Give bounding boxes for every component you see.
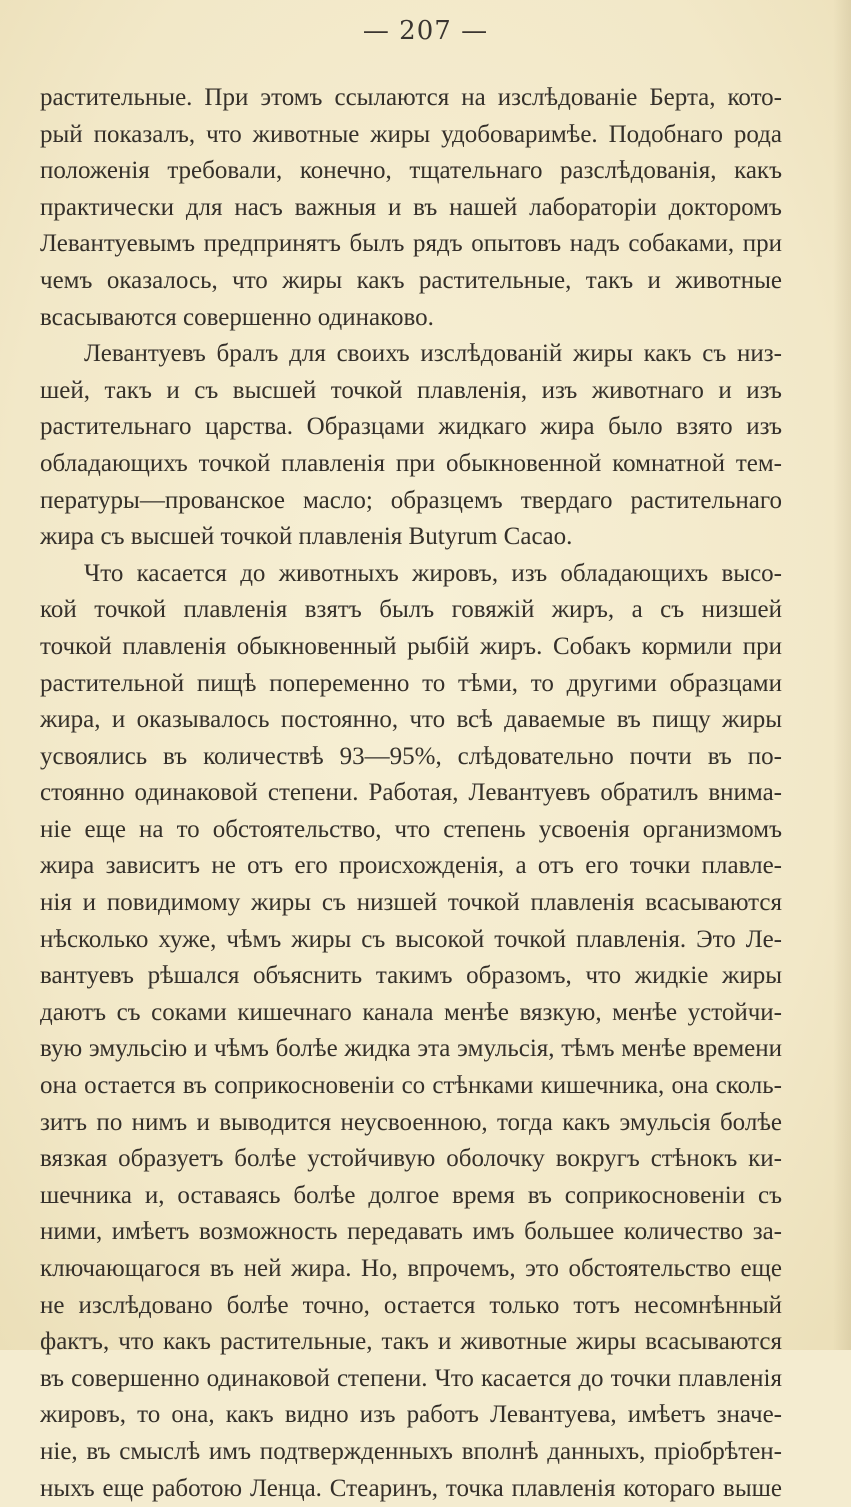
- text-line: жира съ высшей точкой плавленія Butyrum Cacao.: [40, 523, 573, 551]
- text-line: практически для насъ важныя и въ нашей лабораторіи докторомъ: [40, 193, 782, 221]
- text-line: ныхъ еще работою Ленца. Стеаринъ, точка плавленія котораго выше: [40, 1474, 782, 1502]
- text-line: стоянно одинаковой степени. Работая, Левантуевъ обратилъ внима-: [40, 779, 782, 807]
- text-line: Что касается до животныхъ жировъ, изъ обладающихъ высо-: [84, 559, 782, 587]
- text-line: шечника и, оставаясь болѣе долгое время въ соприкосновеніи съ: [40, 1181, 782, 1209]
- text-line: чемъ оказалось, что жиры какъ растительные, такъ и животные: [40, 266, 782, 294]
- text-line: Левантуевымъ предпринятъ былъ рядъ опытовъ надъ собаками, при: [40, 230, 782, 258]
- text-line: шей, такъ и съ высшей точкой плавленія, изъ животнаго и изъ: [40, 376, 782, 404]
- text-line: вязкая образуетъ болѣе устойчивую оболочку вокругъ стѣнокъ ки-: [40, 1145, 782, 1173]
- text-line: положенія требовали, конечно, тщательнаго разслѣдованія, какъ: [40, 157, 782, 185]
- page-edge-shadow: [833, 0, 851, 1350]
- text-line: рый показалъ, что животные жиры удобоваримѣе. Подобнаго рода: [40, 120, 782, 148]
- text-line: фактъ, что какъ растительные, такъ и животные жиры всасываются: [40, 1328, 782, 1356]
- text-line: всасываются совершенно одинаково.: [40, 303, 434, 331]
- page-number: — 207 —: [362, 16, 489, 46]
- text-line: вантуевъ рѣшался объяснить такимъ образомъ, что жидкіе жиры: [40, 962, 782, 990]
- text-line: Левантуевъ бралъ для своихъ изслѣдованій жиры какъ съ низ-: [84, 340, 782, 368]
- text-line: жира зависитъ не отъ его происхожденія, а отъ его точки плавле-: [40, 852, 782, 880]
- text-line: кой точкой плавленія взятъ былъ говяжій жиръ, а съ низшей: [40, 596, 782, 624]
- text-line: ніе еще на то обстоятельство, что степень усвоенія организмомъ: [40, 815, 782, 843]
- text-line: ніе, въ смыслѣ имъ подтвержденныхъ вполнѣ данныхъ, пріобрѣтен-: [40, 1437, 782, 1465]
- text-line: въ совершенно одинаковой степени. Что касается до точки плавленія: [40, 1364, 782, 1392]
- text-line: обладающихъ точкой плавленія при обыкновенной комнатной тем-: [40, 449, 782, 477]
- text-line: нѣсколько хуже, чѣмъ жиры съ высокой точкой плавленія. Это Ле-: [40, 925, 782, 953]
- text-line: ними, имѣетъ возможность передавать имъ большее количество за-: [40, 1218, 782, 1246]
- text-line: нія и повидимому жиры съ низшей точкой плавленія всасываются: [40, 889, 782, 917]
- text-line: жира, и оказывалось постоянно, что всѣ даваемые въ пищу жиры: [40, 706, 782, 734]
- text-line: пературы—прованское масло; образцемъ твердаго растительнаго: [40, 486, 782, 514]
- text-line: даютъ съ соками кишечнаго канала менѣе вязкую, менѣе устойчи-: [40, 998, 782, 1026]
- text-line: усвоялись въ количествѣ 93—95%, слѣдовательно почти въ по-: [40, 742, 782, 770]
- text-line: она остается въ соприкосновеніи со стѣнками кишечника, она сколь-: [40, 1072, 782, 1100]
- text-line: точкой плавленія обыкновенный рыбій жиръ. Собакъ кормили при: [40, 632, 782, 660]
- text-line: растительнаго царства. Образцами жидкаго жира было взято изъ: [40, 413, 782, 441]
- text-line: растительные. При этомъ ссылаются на изслѣдованіе Берта, кото-: [40, 84, 782, 111]
- text-line: не изслѣдовано болѣе точно, остается только тотъ несомнѣнный: [40, 1291, 782, 1319]
- text-line: ключающагося въ ней жира. Но, впрочемъ, это обстоятельство еще: [40, 1255, 782, 1282]
- text-line: зитъ по нимъ и выводится неусвоенною, тогда какъ эмульсія болѣе: [40, 1108, 782, 1136]
- text-line: растительной пищѣ попеременно то тѣми, то другими образцами: [40, 669, 782, 697]
- text-line: вую эмульсію и чѣмъ болѣе жидка эта эмульсія, тѣмъ менѣе времени: [40, 1035, 782, 1063]
- text-line: жировъ, то она, какъ видно изъ работъ Левантуева, имѣетъ значе-: [40, 1401, 782, 1429]
- body-text: [40, 80, 782, 1507]
